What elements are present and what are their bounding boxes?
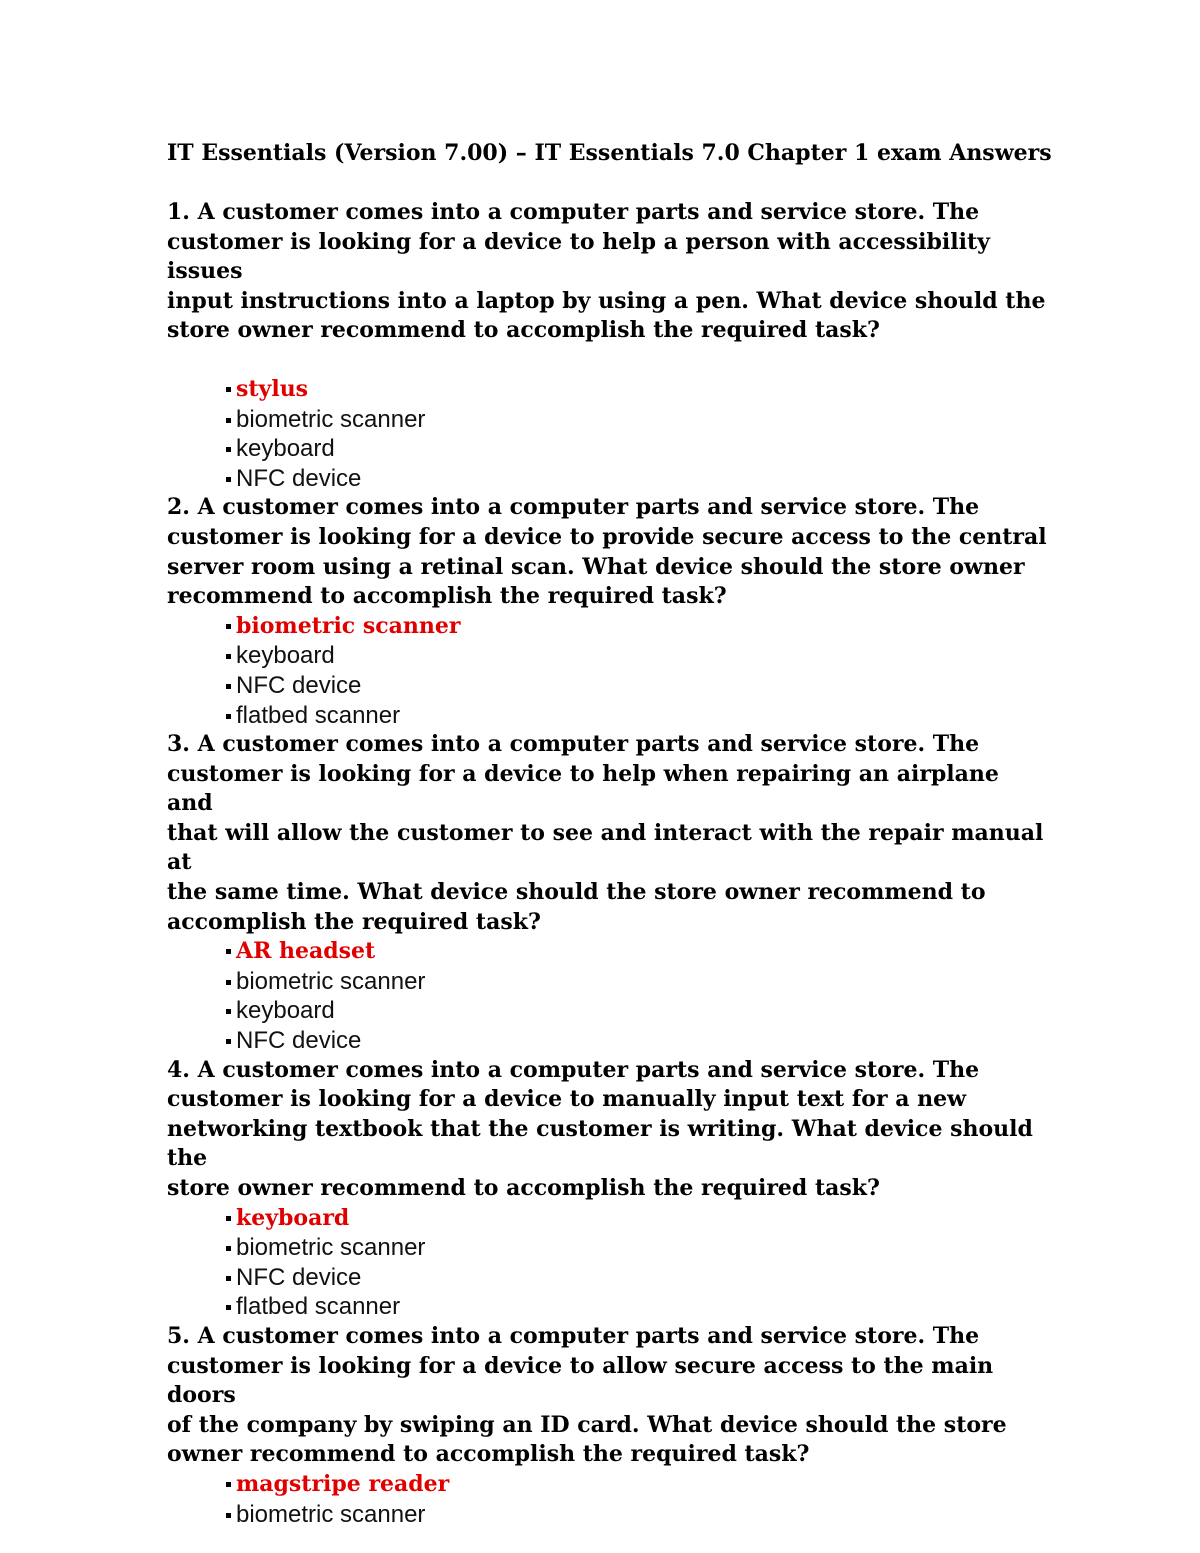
square-bullet-icon <box>226 1039 231 1044</box>
answer-option <box>226 405 1047 435</box>
correct-answer-option <box>226 1470 1047 1500</box>
answer-options <box>167 375 1047 493</box>
answer-option-label: magstripe reader <box>236 1470 450 1497</box>
answer-option-label: biometric scanner <box>236 612 461 639</box>
answer-option-label: AR headset <box>236 938 376 965</box>
question-block <box>167 1056 1047 1322</box>
square-bullet-icon <box>226 1482 231 1487</box>
question-text: 5. A customer comes into a computer parts and service store. The customer is looking for a device to allow secure access to the main doors of the company by swiping an ID card. What device should the store owner recommend to accomplish the required task? <box>167 1322 1007 1468</box>
square-bullet-icon <box>226 684 231 689</box>
square-bullet-icon <box>226 1246 231 1251</box>
square-bullet-icon <box>226 447 231 452</box>
answer-option-label: stylus <box>236 375 309 402</box>
square-bullet-icon <box>226 949 231 954</box>
document-content <box>167 138 1052 1529</box>
square-bullet-icon <box>226 654 231 659</box>
question-list <box>167 198 1047 1529</box>
answer-option <box>226 464 1047 494</box>
answer-option <box>226 996 1047 1026</box>
square-bullet-icon <box>226 714 231 719</box>
answer-option <box>226 671 1047 701</box>
answer-option-label: keyboard <box>236 997 335 1025</box>
correct-answer-option <box>226 612 1047 642</box>
answer-options <box>167 1470 1047 1529</box>
correct-answer-option <box>226 1204 1047 1234</box>
square-bullet-icon <box>226 1216 231 1221</box>
answer-options <box>167 612 1047 730</box>
answer-option <box>226 1500 1047 1530</box>
answer-option-label: NFC device <box>236 1027 362 1055</box>
answer-option <box>226 701 1047 731</box>
correct-answer-option <box>226 937 1047 967</box>
answer-option <box>226 641 1047 671</box>
answer-option-label: NFC device <box>236 464 362 492</box>
answer-option-label: keyboard <box>236 1204 350 1231</box>
answer-option <box>226 1263 1047 1293</box>
question-block <box>167 1322 1047 1529</box>
question-text: 2. A customer comes into a computer parts and service store. The customer is looking for a device to provide secure access to the central server room using a retinal scan. What device should the store owner recommend to accomplish the required task? <box>167 494 1047 610</box>
square-bullet-icon <box>226 477 231 482</box>
answer-option-label: flatbed scanner <box>236 701 401 729</box>
question-block <box>167 198 1047 493</box>
answer-option-label: keyboard <box>236 435 335 463</box>
answer-option-label: biometric scanner <box>236 1234 426 1262</box>
question-block <box>167 493 1047 730</box>
answer-option <box>226 1292 1047 1322</box>
question-text: 4. A customer comes into a computer parts and service store. The customer is looking for a device to manually input text for a new networking textbook that the customer is writing. What device should the store owner recommend to accomplish the required task? <box>167 1056 1033 1201</box>
square-bullet-icon <box>226 387 231 392</box>
answer-option <box>226 967 1047 997</box>
answer-option-label: biometric scanner <box>236 1500 426 1528</box>
answer-option <box>226 1233 1047 1263</box>
answer-option <box>226 1026 1047 1056</box>
correct-answer-option <box>226 375 1047 405</box>
square-bullet-icon <box>226 1276 231 1281</box>
square-bullet-icon <box>226 1513 231 1518</box>
square-bullet-icon <box>226 624 231 629</box>
square-bullet-icon <box>226 1305 231 1310</box>
answer-option-label: NFC device <box>236 1263 362 1291</box>
answer-option-label: NFC device <box>236 671 362 699</box>
answer-options <box>167 937 1047 1055</box>
answer-option-label: keyboard <box>236 642 335 670</box>
square-bullet-icon <box>226 418 231 423</box>
question-block <box>167 730 1047 1056</box>
square-bullet-icon <box>226 1009 231 1014</box>
question-text: 3. A customer comes into a computer parts and service store. The customer is looking for a device to help when repairing an airplane and that will allow the customer to see and interact with the repair manual at the same time. What device should the store owner recommend to accomplish the required task? <box>167 731 1044 935</box>
answer-option-label: biometric scanner <box>236 405 426 433</box>
answer-options <box>167 1204 1047 1322</box>
answer-option <box>226 434 1047 464</box>
square-bullet-icon <box>226 980 231 985</box>
answer-option-label: flatbed scanner <box>236 1293 401 1321</box>
page-title: IT Essentials (Version 7.00) – IT Essentials 7.0 Chapter 1 exam Answers <box>167 140 1052 166</box>
question-text: 1. A customer comes into a computer parts and service store. The customer is looking for a device to help a person with accessibility issues input instructions into a laptop by using a pen. What device should the store owner recommend to accomplish the required task? <box>167 199 1046 344</box>
answer-option-label: biometric scanner <box>236 967 426 995</box>
